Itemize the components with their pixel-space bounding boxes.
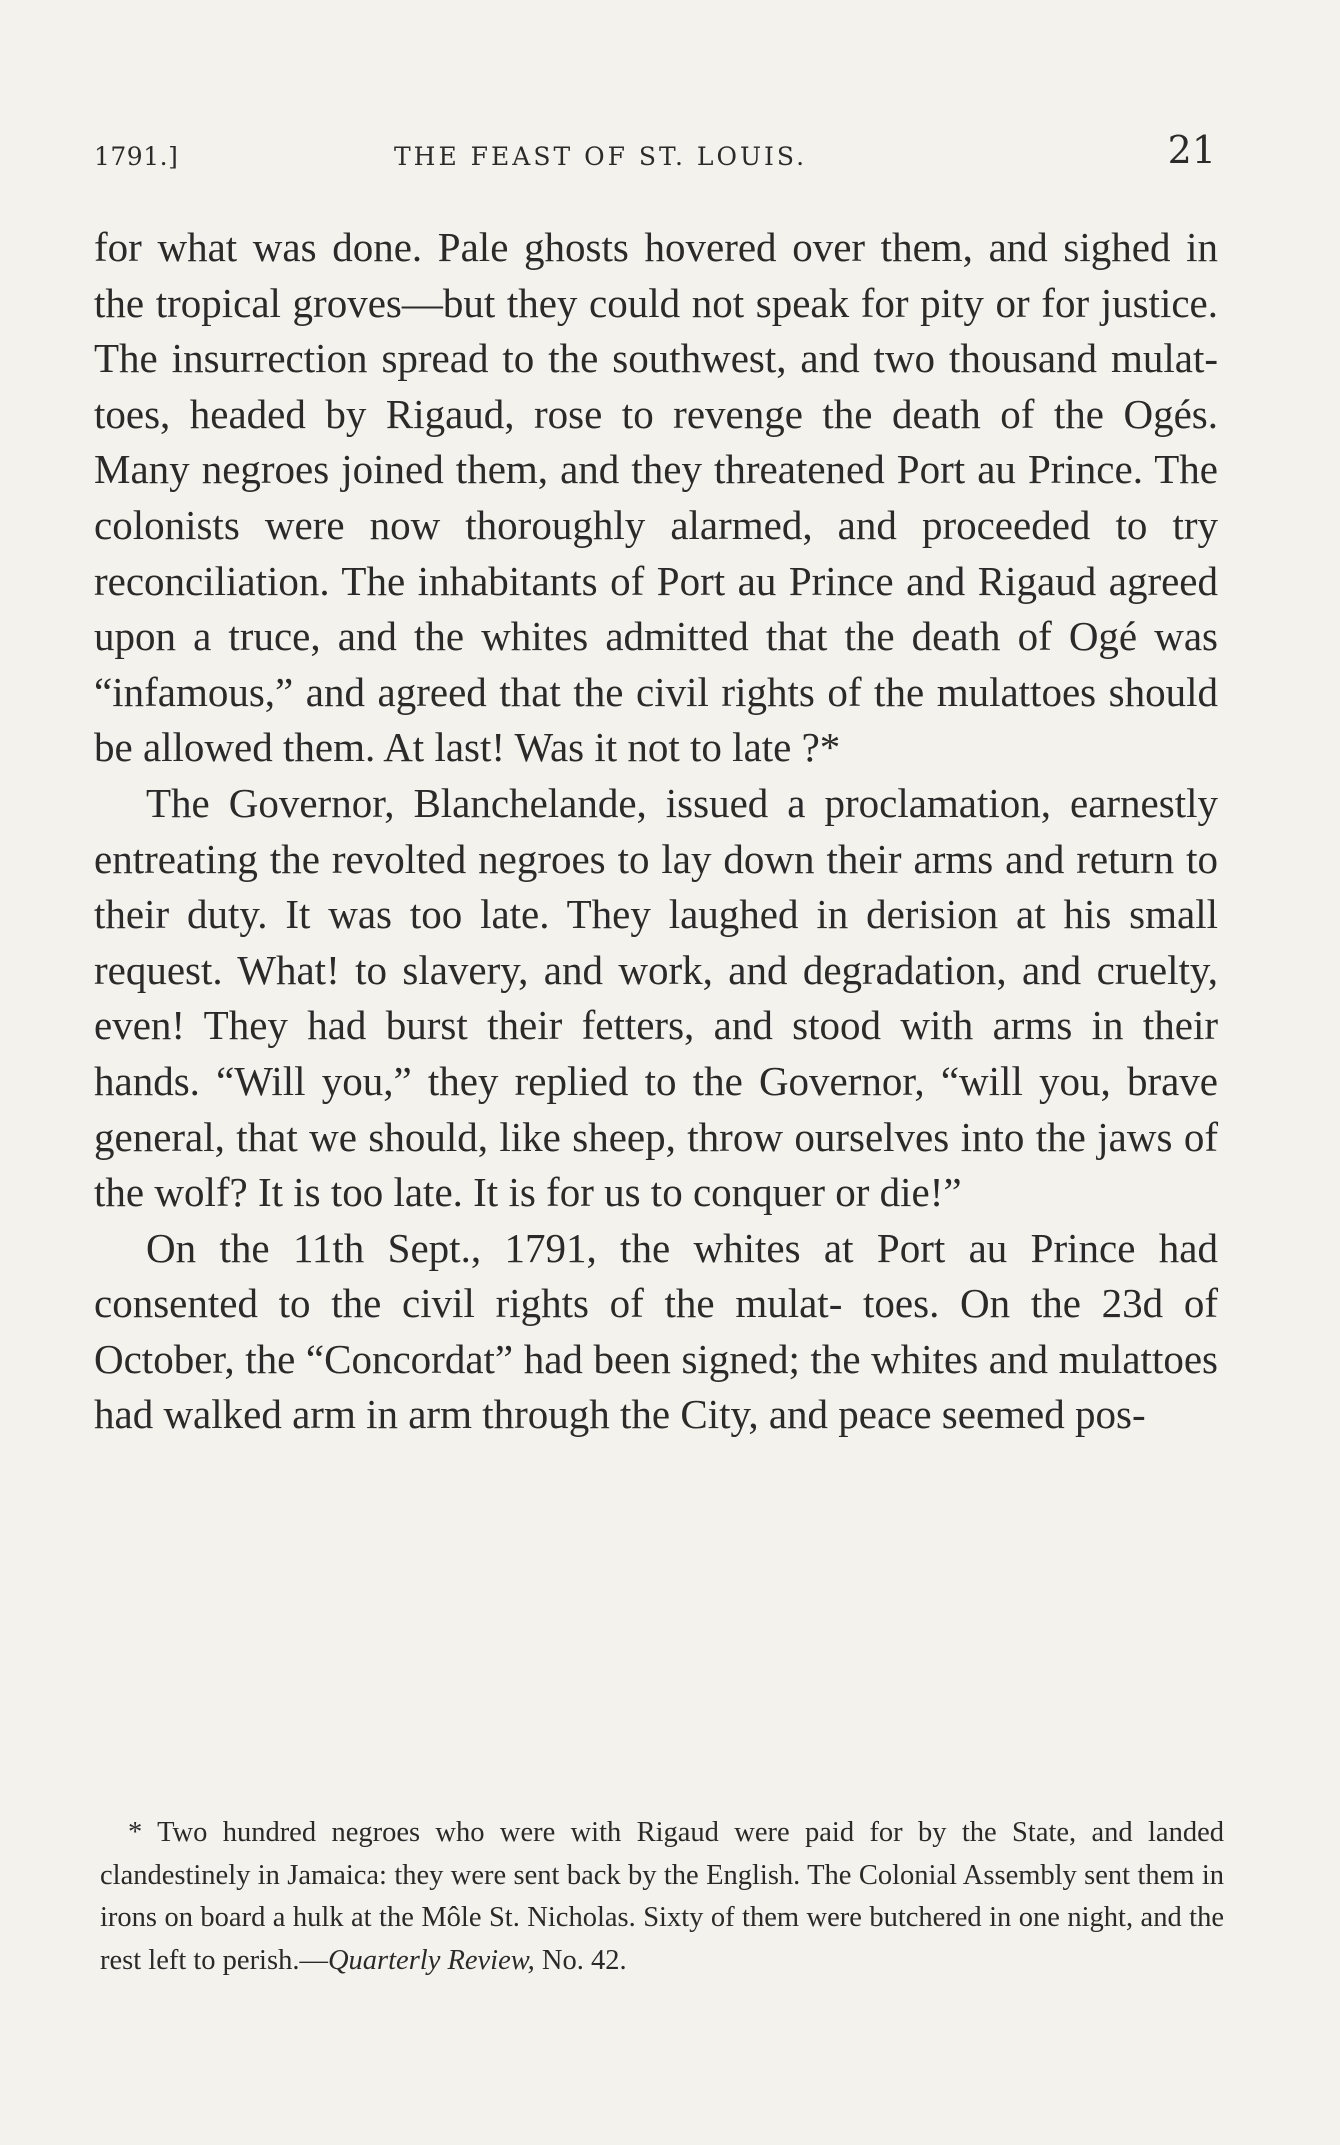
footnote-source-title: Quarterly Review, <box>327 1944 535 1976</box>
body-text <box>94 220 1218 1443</box>
page-number: 21 <box>1167 128 1216 172</box>
paragraph-1: for what was done. Pale ghosts hovered over them, and sighed in the tropical groves—but they could not speak for pity or for justice. The insurrection spread to the southwest, and two thousand mulat- toes, headed by Rigaud, rose to revenge the death of the Ogés. Many negroes joined them, and they threatened Port au Prince. The colonists were now thoroughly alarmed, and proceeded to try reconciliation. The inhabitants of Port au Prince and Rigaud agreed upon a truce, and the whites admitted that the death of Ogé was “infamous,” and agreed that the civil rights of the mulattoes should be allowed them. At last! Was it not to late ?* <box>94 224 1218 771</box>
running-header <box>94 128 1216 188</box>
paragraph-3: On the 11th Sept., 1791, the whites at Port au Prince had consented to the civil rights of the mulat- toes. On the 23d of October, the “Concordat” had been signed; the whites and mulattoes had walked arm in arm through the City, and peace seemed pos- <box>94 1224 1218 1438</box>
footnote-source-number: No. 42. <box>534 1944 627 1976</box>
header-year: 1791.] <box>94 142 179 171</box>
footnote-text: * Two hundred negroes who were with Rigaud were paid for by the State, and landed clandestinely in Jamaica: they were sent back by the English. The Colonial Assembly sent them in irons on board a hulk at the Môle St. Nicholas. Sixty of them were butchered in one night, and the rest left to perish.— <box>100 1817 1224 1976</box>
paragraph-2: The Governor, Blanchelande, issued a proclamation, earnestly entreating the revolted negroes to lay down their arms and return to their duty. It was too late. They laughed in derision at his small request. What! to slavery, and work, and degradation, and cruelty, even! They had burst their fetters, and stood with arms in their hands. “Will you,” they replied to the Governor, “will you, brave general, that we should, like sheep, throw ourselves into the jaws of the wolf? It is too late. It is for us to conquer or die!” <box>94 779 1218 1216</box>
footnote <box>100 1812 1224 1982</box>
header-chapter-title: THE FEAST OF ST. LOUIS. <box>394 142 808 171</box>
